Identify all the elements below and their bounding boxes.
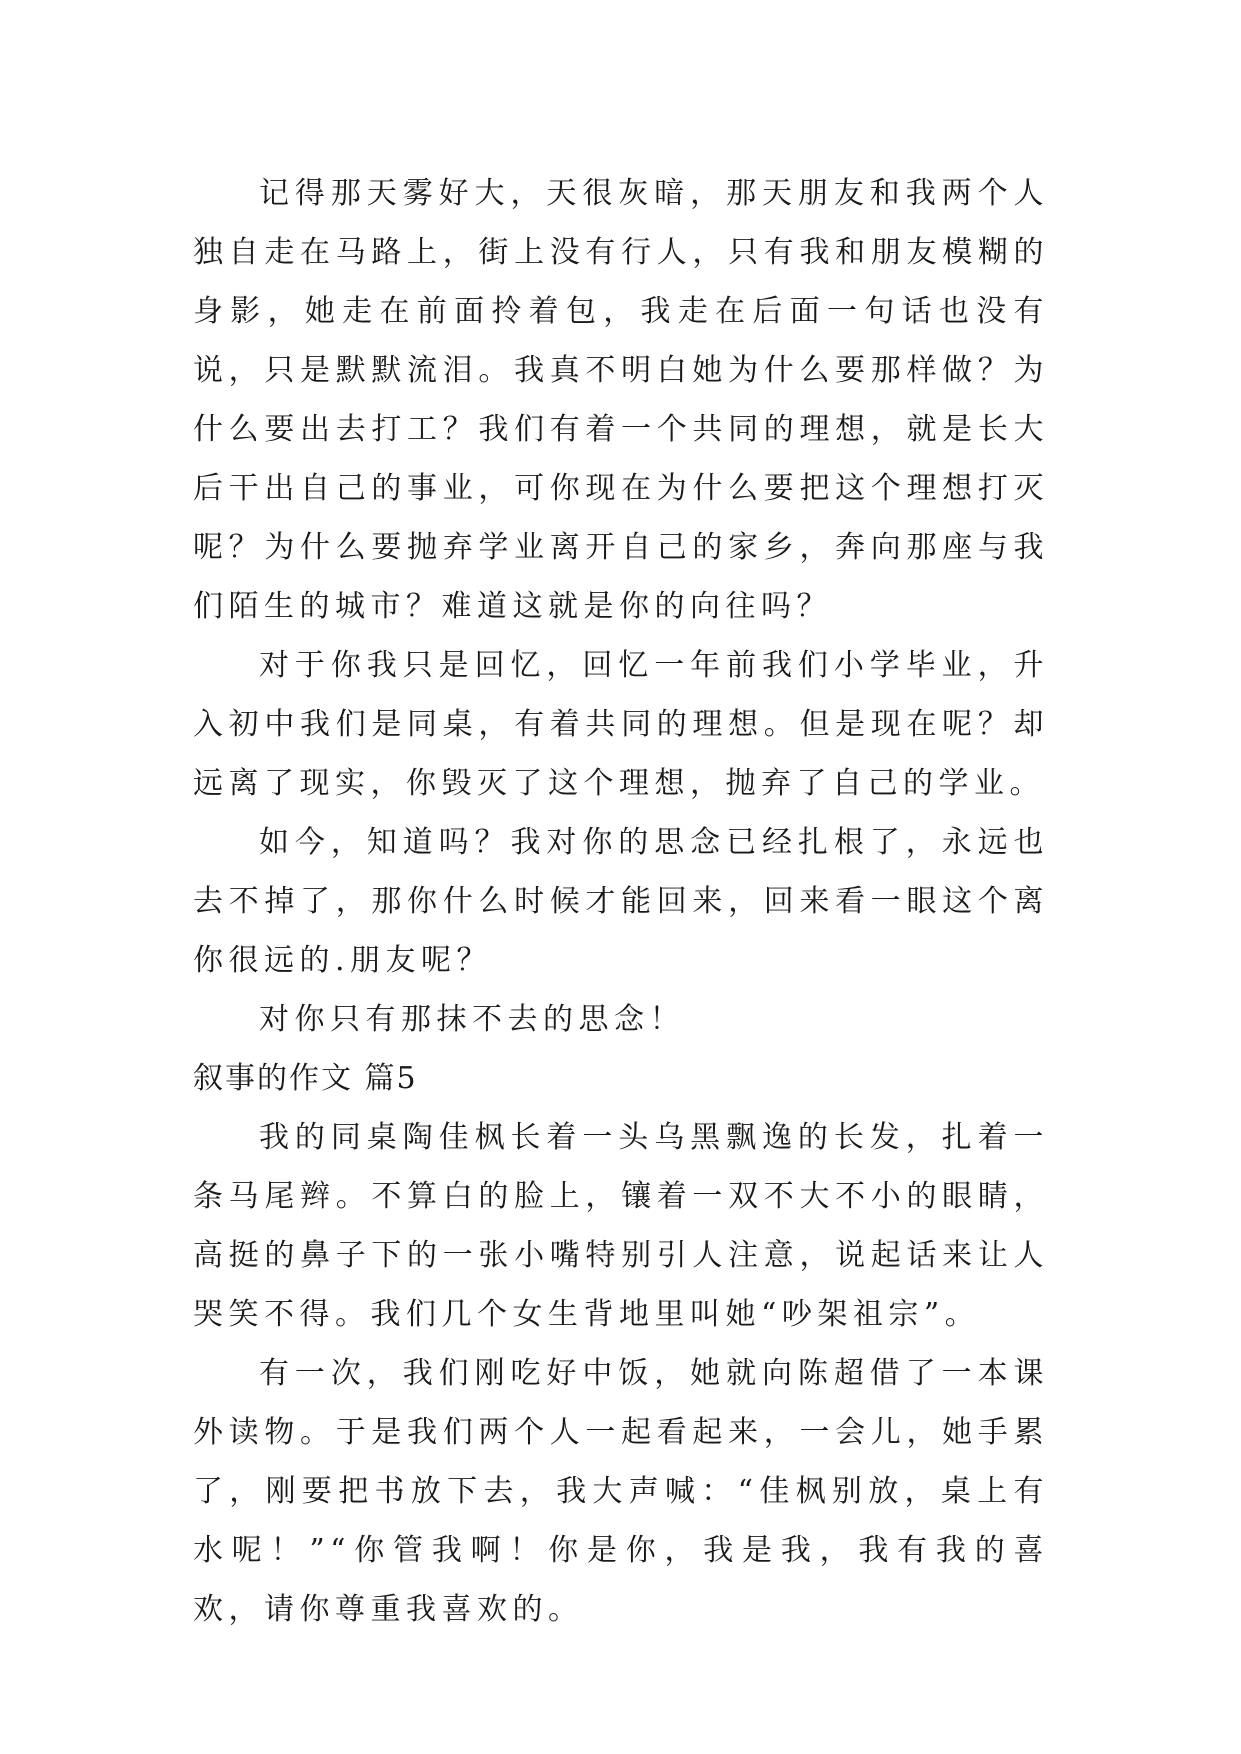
section-heading: 叙事的作文 篇5 bbox=[193, 1061, 418, 1096]
paragraph: 对于你我只是回忆，回忆一年前我们小学毕业，升入初中我们是同桌，有着共同的理想。但是现在呢？却远离了现实，你毁灭了这个理想，抛弃了自己的学业。 bbox=[193, 648, 1049, 801]
paragraph: 如今，知道吗？我对你的思念已经扎根了，永远也去不掉了，那你什么时候才能回来，回来看一眼这个离你很远的.朋友呢？ bbox=[193, 825, 1049, 978]
paragraph: 记得那天雾好大，天很灰暗，那天朋友和我两个人独自走在马路上，街上没有行人，只有我和朋友模糊的身影，她走在前面拎着包，我走在后面一句话也没有说，只是默默流泪。我真不明白她为什么要那样做？为什么要出去打工？我们有着一个共同的理想，就是长大后干出自己的事业，可你现在为什么要把这个理想打灭呢？为什么要抛弃学业离开自己的家乡，奔向那座与我们陌生的城市？难道这就是你的向往吗？ bbox=[193, 176, 1049, 624]
paragraph: 有一次，我们刚吃好中饭，她就向陈超借了一本课外读物。于是我们两个人一起看起来，一会儿，她手累了，刚要把书放下去，我大声喊：“佳枫别放，桌上有水呢！”“你管我啊！你是你，我是我，我有我的喜欢，请你尊重我喜欢的。 bbox=[193, 1356, 1049, 1627]
document-body bbox=[193, 164, 1049, 1639]
paragraph: 我的同桌陶佳枫长着一头乌黑飘逸的长发，扎着一条马尾辫。不算白的脸上，镶着一双不大不小的眼睛，高挺的鼻子下的一张小嘴特别引人注意，说起话来让人哭笑不得。我们几个女生背地里叫她“吵架祖宗”。 bbox=[193, 1120, 1049, 1332]
paragraph: 对你只有那抹不去的思念！ bbox=[259, 1002, 685, 1037]
